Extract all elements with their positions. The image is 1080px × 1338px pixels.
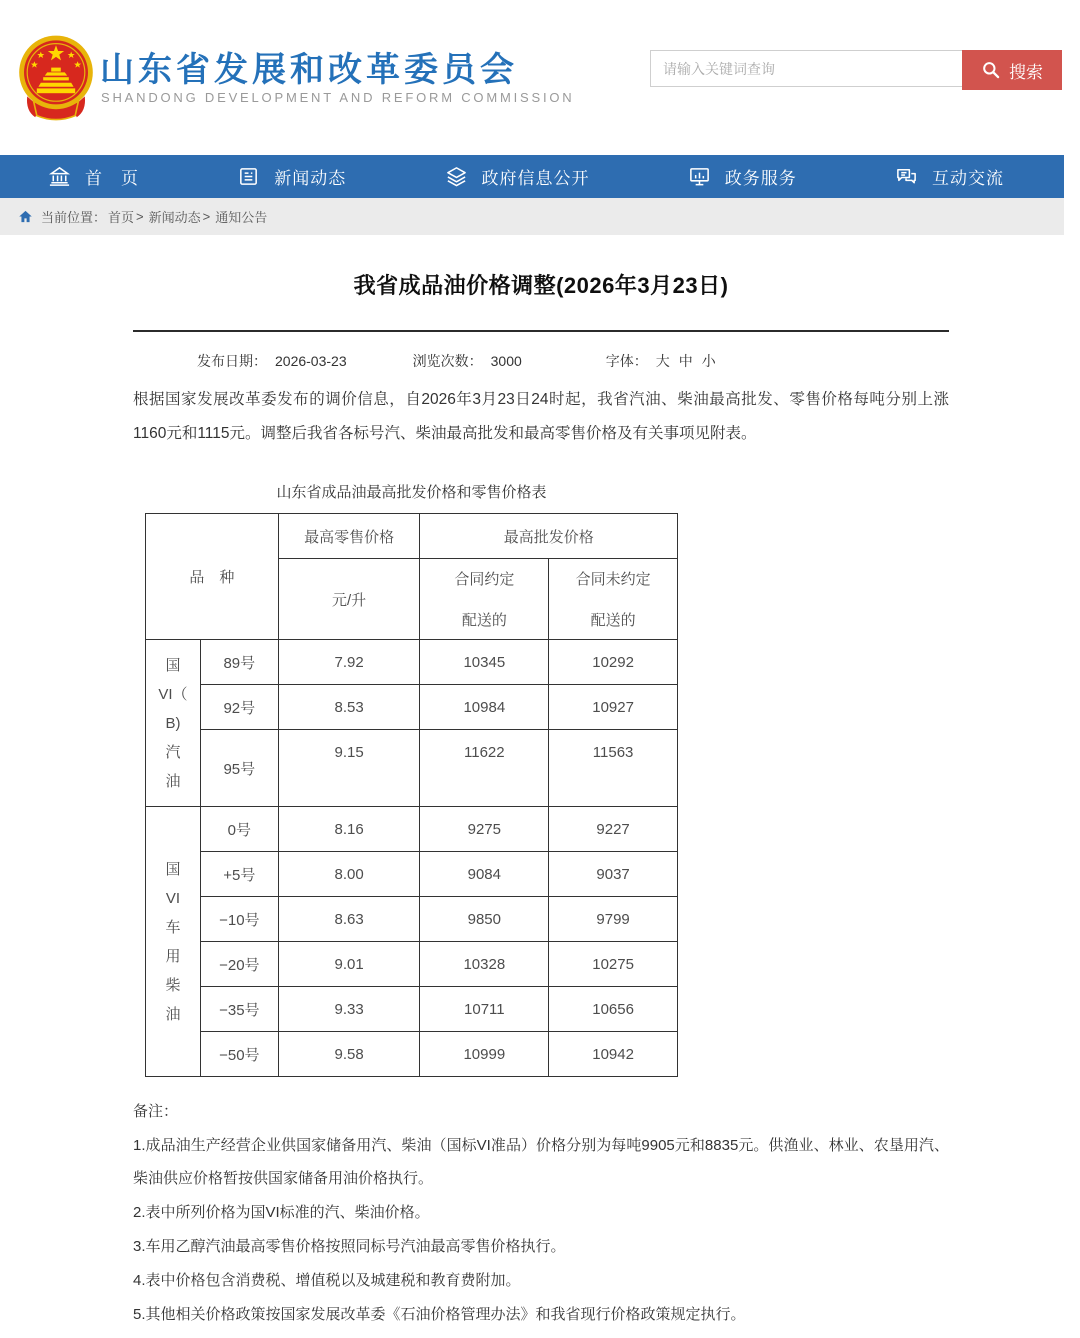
grade-cell: −20号 bbox=[200, 942, 278, 987]
retail-price-cell: 8.00 bbox=[278, 852, 420, 897]
site-subtitle: SHANDONG DEVELOPMENT AND REFORM COMMISSION bbox=[101, 90, 575, 105]
layers-icon bbox=[445, 165, 468, 188]
nav-item-news[interactable] bbox=[237, 164, 346, 189]
nav-item-label: 新闻动态 bbox=[274, 169, 347, 188]
uncontracted-price-cell: 11563 bbox=[549, 730, 678, 807]
note-item: 2.表中所列价格为国VI标准的汽、柴油价格。 bbox=[133, 1204, 430, 1221]
breadcrumb-item-home[interactable]: 首页 bbox=[108, 210, 135, 225]
search-icon bbox=[981, 60, 1001, 80]
nav-item-label: 首 页 bbox=[85, 169, 139, 188]
nav-item-gov-services[interactable] bbox=[688, 164, 797, 189]
nav-item-label: 政府信息公开 bbox=[481, 169, 590, 188]
site-title: 山东省发展和改革委员会 bbox=[100, 51, 518, 89]
retail-price-cell: 9.58 bbox=[278, 1032, 420, 1077]
search-button[interactable] bbox=[962, 50, 1062, 90]
uncontracted-price-cell: 9037 bbox=[549, 852, 678, 897]
contracted-price-cell: 11622 bbox=[420, 730, 549, 807]
grade-cell: 0号 bbox=[200, 807, 278, 852]
note-item: 1.成品油生产经营企业供国家储备用汽、柴油（国标VI准品）价格分别为每吨9905元和8835元。供渔业、林业、农垦用汽、柴油供应价格暂按供国家储备用油价格执行。 bbox=[133, 1137, 949, 1187]
retail-price-cell: 9.01 bbox=[278, 942, 420, 987]
national-emblem-icon bbox=[16, 34, 96, 122]
table-row bbox=[146, 1032, 678, 1077]
price-table bbox=[145, 513, 678, 1077]
font-size-small-button[interactable]: 小 bbox=[701, 353, 716, 369]
col-header-retail-unit: 元/升 bbox=[278, 559, 420, 640]
col-header-line: 配送的 bbox=[461, 612, 507, 629]
home-icon bbox=[18, 209, 33, 224]
uncontracted-price-cell: 10292 bbox=[549, 640, 678, 685]
uncontracted-price-cell: 10942 bbox=[549, 1032, 678, 1077]
uncontracted-price-cell: 10927 bbox=[549, 685, 678, 730]
grade-cell: −50号 bbox=[200, 1032, 278, 1077]
breadcrumb-item-notices[interactable]: 通知公告 bbox=[215, 210, 268, 225]
grade-cell: −35号 bbox=[200, 987, 278, 1032]
contracted-price-cell: 9275 bbox=[420, 807, 549, 852]
notes-section bbox=[133, 1095, 949, 1331]
breadcrumb-separator: > bbox=[136, 209, 144, 224]
nav-item-label: 政务服务 bbox=[724, 169, 797, 188]
price-table-block bbox=[145, 481, 678, 1077]
main-nav bbox=[0, 155, 1064, 198]
publish-date-value: 2026-03-23 bbox=[275, 353, 347, 369]
grade-cell: 92号 bbox=[200, 685, 278, 730]
grade-cell: 89号 bbox=[200, 640, 278, 685]
breadcrumb-location-label: 当前位置： bbox=[41, 210, 107, 225]
col-header-product: 品 种 bbox=[146, 514, 279, 640]
bank-icon bbox=[48, 165, 71, 188]
contracted-price-cell: 10345 bbox=[420, 640, 549, 685]
table-row bbox=[146, 685, 678, 730]
col-header-line: 合同未约定 bbox=[575, 571, 651, 588]
contracted-price-cell: 10711 bbox=[420, 987, 549, 1032]
notes-label: 备注： bbox=[133, 1103, 179, 1120]
search-bar bbox=[650, 50, 1062, 90]
site-header bbox=[0, 0, 1080, 155]
uncontracted-price-cell: 10275 bbox=[549, 942, 678, 987]
title-divider bbox=[133, 330, 949, 332]
note-item: 5.其他相关价格政策按国家发展改革委《石油价格管理办法》和我省现行价格政策规定执行。 bbox=[133, 1306, 746, 1323]
col-header-retail: 最高零售价格 bbox=[278, 514, 420, 559]
table-row bbox=[146, 640, 678, 685]
font-size-medium-button[interactable]: 中 bbox=[678, 353, 693, 369]
grade-cell: 95号 bbox=[200, 730, 278, 807]
price-table-body bbox=[146, 640, 678, 1077]
retail-price-cell: 9.15 bbox=[278, 730, 420, 807]
col-header-contracted bbox=[420, 559, 549, 640]
uncontracted-price-cell: 10656 bbox=[549, 987, 678, 1032]
table-row bbox=[146, 730, 678, 807]
search-input[interactable] bbox=[650, 50, 962, 87]
col-header-uncontracted bbox=[549, 559, 678, 640]
uncontracted-price-cell: 9799 bbox=[549, 897, 678, 942]
article bbox=[133, 269, 949, 1331]
contracted-price-cell: 9084 bbox=[420, 852, 549, 897]
breadcrumb-separator: > bbox=[202, 209, 211, 224]
nav-item-label: 互动交流 bbox=[932, 169, 1004, 188]
nav-item-home[interactable] bbox=[48, 164, 139, 189]
col-header-line: 配送的 bbox=[590, 612, 636, 629]
table-row bbox=[146, 807, 678, 852]
fuel-category-cell: 国 VI（ B) 汽 油 bbox=[146, 640, 201, 807]
contracted-price-cell: 9850 bbox=[420, 897, 549, 942]
publish-date-label: 发布日期： bbox=[197, 353, 267, 369]
nav-item-gov-info[interactable] bbox=[445, 164, 590, 189]
article-body-text: 根据国家发展改革委发布的调价信息，自2026年3月23日24时起，我省汽油、柴油最高批发、零售价格每吨分别上涨1160元和1115元。调整后我省各标号汽、柴油最高批发和最高零售价格及有关事项见附表。 bbox=[133, 391, 949, 442]
font-size-label: 字体： bbox=[605, 353, 648, 369]
contracted-price-cell: 10984 bbox=[420, 685, 549, 730]
breadcrumb bbox=[0, 198, 1064, 235]
retail-price-cell: 8.16 bbox=[278, 807, 420, 852]
retail-price-cell: 8.53 bbox=[278, 685, 420, 730]
contracted-price-cell: 10328 bbox=[420, 942, 549, 987]
uncontracted-price-cell: 9227 bbox=[549, 807, 678, 852]
fuel-category-cell: 国 VI 车 用 柴 油 bbox=[146, 807, 201, 1077]
note-item: 3.车用乙醇汽油最高零售价格按照同标号汽油最高零售价格执行。 bbox=[133, 1238, 566, 1255]
nav-item-interaction[interactable] bbox=[895, 164, 1004, 189]
table-row bbox=[146, 942, 678, 987]
views-label: 浏览次数： bbox=[412, 353, 483, 369]
breadcrumb-item-news[interactable]: 新闻动态 bbox=[148, 210, 201, 225]
table-row bbox=[146, 852, 678, 897]
retail-price-cell: 8.63 bbox=[278, 897, 420, 942]
font-size-large-button[interactable]: 大 bbox=[655, 353, 670, 369]
retail-price-cell: 9.33 bbox=[278, 987, 420, 1032]
col-header-line: 合同约定 bbox=[454, 571, 515, 588]
page-title: 我省成品油价格调整(2026年3月23日) bbox=[353, 273, 729, 298]
contracted-price-cell: 10999 bbox=[420, 1032, 549, 1077]
chat-icon bbox=[895, 165, 918, 188]
views-value: 3000 bbox=[490, 353, 522, 369]
news-icon bbox=[237, 165, 260, 188]
article-meta bbox=[133, 351, 949, 371]
table-header-row bbox=[146, 514, 678, 559]
table-row bbox=[146, 987, 678, 1032]
retail-price-cell: 7.92 bbox=[278, 640, 420, 685]
search-button-label: 搜索 bbox=[1009, 62, 1043, 82]
notes-list bbox=[133, 1129, 949, 1331]
note-item: 4.表中价格包含消费税、增值税以及城建税和教育费附加。 bbox=[133, 1272, 521, 1289]
grade-cell: −10号 bbox=[200, 897, 278, 942]
col-header-wholesale: 最高批发价格 bbox=[420, 514, 678, 559]
national-emblem-logo[interactable] bbox=[16, 34, 96, 122]
grade-cell: +5号 bbox=[200, 852, 278, 897]
monitor-icon bbox=[688, 165, 711, 188]
price-table-title: 山东省成品油最高批发价格和零售价格表 bbox=[276, 484, 547, 501]
table-row bbox=[146, 897, 678, 942]
